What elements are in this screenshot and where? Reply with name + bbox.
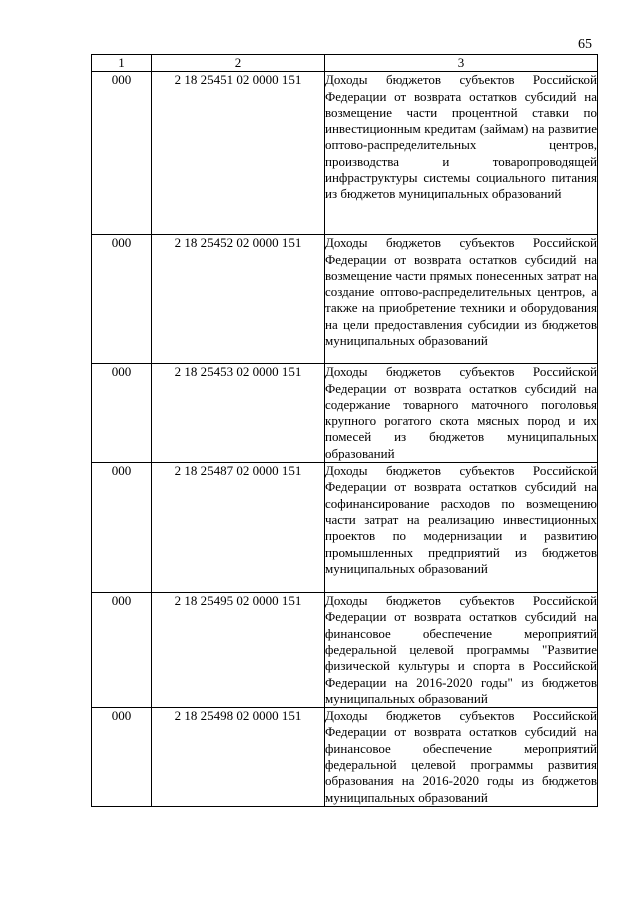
admin-code-cell: 000 — [92, 708, 152, 807]
budget-code-cell: 2 18 25498 02 0000 151 — [152, 708, 325, 807]
column-header-3: 3 — [325, 55, 598, 72]
column-header-2: 2 — [152, 55, 325, 72]
table-row — [92, 593, 598, 708]
table-row — [92, 708, 598, 807]
budget-codes-table — [91, 54, 598, 807]
description-cell: Доходы бюджетов субъектов Российской Федерации от возврата остатков субсидий на возмещение части процентной ставки по инвестиционным кредитам (займам) на развитие оптово-распределительных центров, производства и товаропроводящей инфраструктуры системы социального питания из бюджетов муниципальных образований — [325, 72, 598, 235]
admin-code-cell: 000 — [92, 593, 152, 708]
budget-code-cell: 2 18 25452 02 0000 151 — [152, 235, 325, 364]
column-header-1: 1 — [92, 55, 152, 72]
description-cell: Доходы бюджетов субъектов Российской Федерации от возврата остатков субсидий на финансовое обеспечение мероприятий федеральной целевой программы развития образования на 2016-2020 годы из бюджетов муниципальных образований — [325, 708, 597, 805]
table-header-row — [92, 55, 598, 72]
admin-code-cell: 000 — [92, 235, 152, 364]
budget-code-cell: 2 18 25487 02 0000 151 — [152, 463, 325, 593]
page-number: 65 — [578, 37, 592, 52]
description-cell: Доходы бюджетов субъектов Российской Федерации от возврата остатков субсидий на софинансирование расходов по возмещению части затрат на реализацию инвестиционных проектов по модернизации и развитию промышленных предприятий из бюджетов муниципальных образований — [325, 463, 598, 593]
budget-code-cell: 2 18 25453 02 0000 151 — [152, 364, 325, 463]
admin-code-cell: 000 — [92, 72, 152, 235]
description-cell: Доходы бюджетов субъектов Российской Федерации от возврата остатков субсидий на финансовое обеспечение мероприятий федеральной целевой программы "Развитие физической культуры и спорта в Российской Федерации на 2016-2020 годы" из бюджетов муниципальных образований — [325, 593, 597, 706]
table-row — [92, 72, 598, 235]
admin-code-cell: 000 — [92, 463, 152, 593]
admin-code-cell: 000 — [92, 364, 152, 463]
description-cell: Доходы бюджетов субъектов Российской Федерации от возврата остатков субсидий на содержание товарного маточного поголовья крупного рогатого скота мясных пород и их помесей из бюджетов муниципальных образований — [325, 364, 597, 461]
table-row — [92, 364, 598, 463]
budget-code-cell: 2 18 25451 02 0000 151 — [152, 72, 325, 235]
table-row — [92, 463, 598, 593]
description-cell: Доходы бюджетов субъектов Российской Федерации от возврата остатков субсидий на возмещение части прямых понесенных затрат на создание оптово-распределительных центров, а также на приобретение техники и оборудования на цели предоставления субсидии из бюджетов муниципальных образований — [325, 235, 598, 364]
budget-code-cell: 2 18 25495 02 0000 151 — [152, 593, 325, 708]
table-row — [92, 235, 598, 364]
